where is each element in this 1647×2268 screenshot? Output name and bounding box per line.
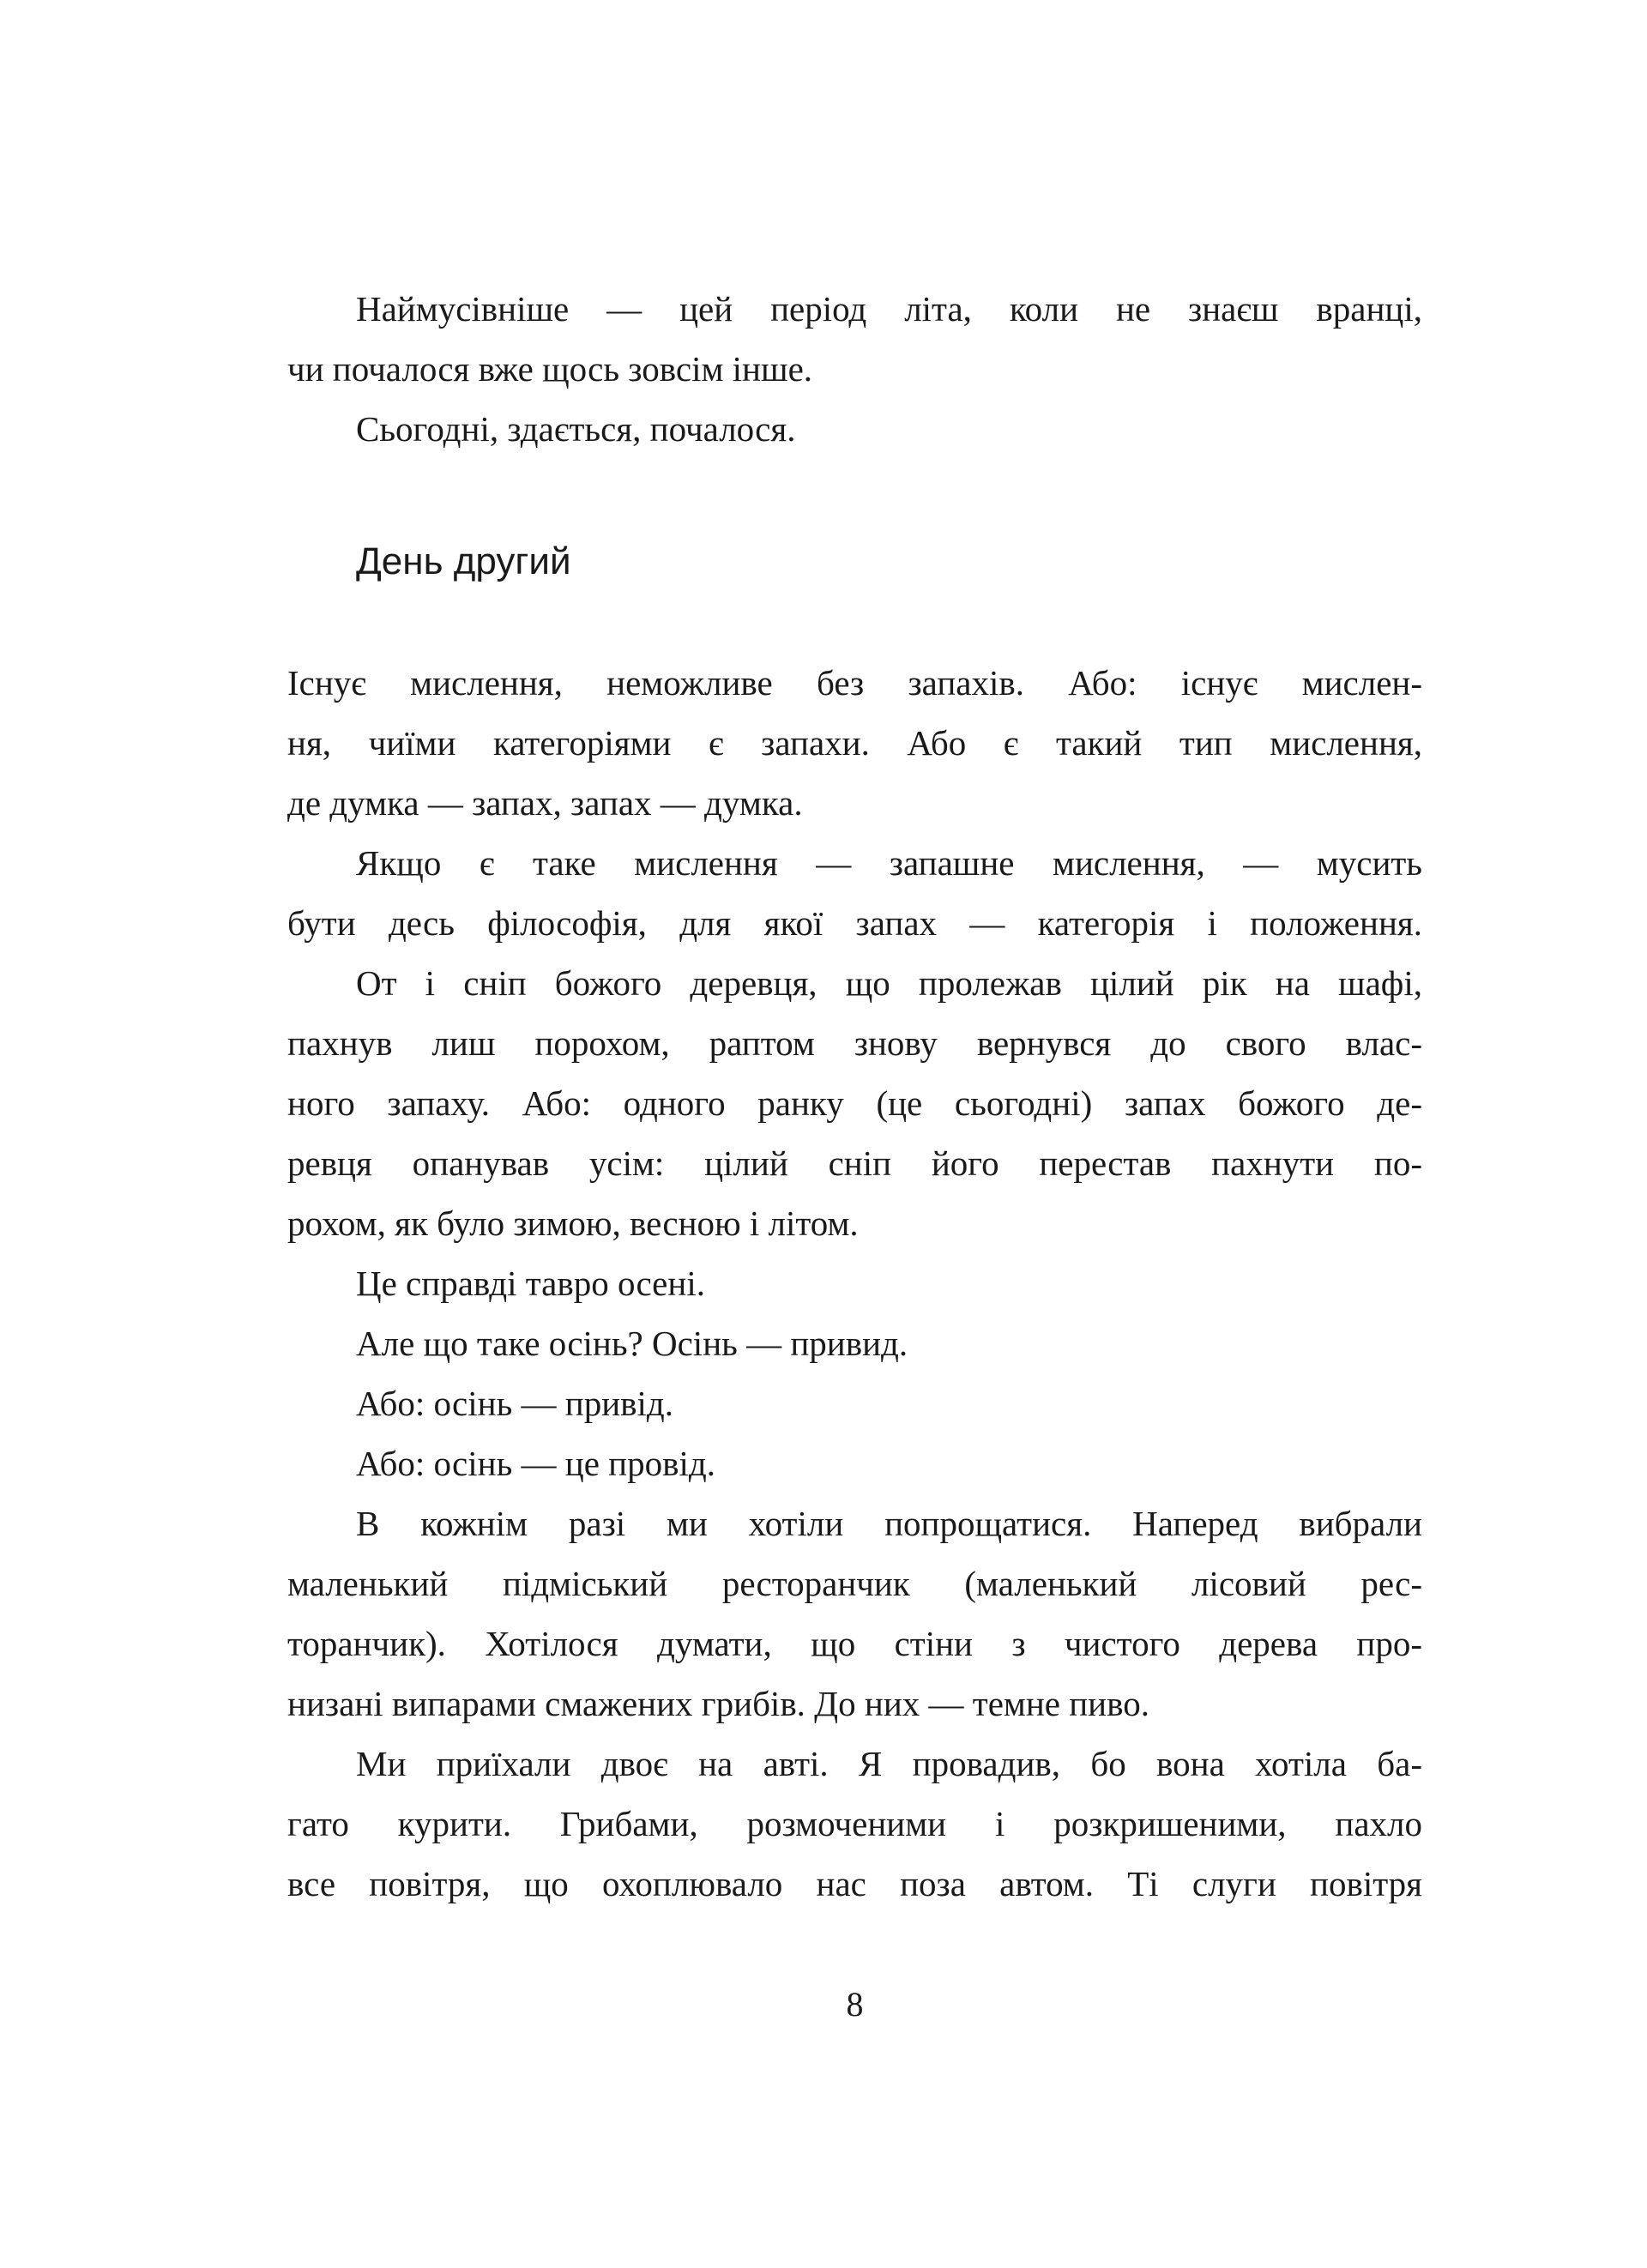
text-line: Сьогодні, здається, почалося. xyxy=(356,409,796,449)
text-line: де думка — запах, запах — думка. xyxy=(287,783,803,823)
text-line: В кожнім разі ми хотіли попрощатися. Наперед вибрали xyxy=(356,1504,1422,1543)
text-line: низані випарами смажених грибів. До них — темне пиво. xyxy=(287,1684,1149,1723)
text-line: Це справді тавро осені. xyxy=(356,1264,705,1303)
text-line: пахнув лиш порохом, раптом знову вернувся до свого влас- xyxy=(287,1023,1422,1063)
text-line: От і сніп божого деревця, що пролежав цілий рік на шафі, xyxy=(356,963,1422,1003)
text-line: Ми приїхали двоє на авті. Я провадив, бо вона хотіла ба- xyxy=(356,1744,1422,1783)
text-line: ревця опанував усім: цілий сніп його перестав пахнути по- xyxy=(287,1143,1422,1183)
text-line: Але що таке осінь? Осінь — привид. xyxy=(356,1324,908,1363)
text-line: все повітря, що охоплювало нас поза автом. Ті слуги повітря xyxy=(287,1864,1422,1903)
text-block-main xyxy=(287,653,1422,1914)
text-line: Якщо є таке мислення — запашне мислення, — мусить xyxy=(356,843,1422,883)
chapter-heading: День другий xyxy=(356,540,571,582)
text-line: Або: осінь — привід. xyxy=(356,1384,674,1423)
text-line: бути десь філософія, для якої запах — категорія і положення. xyxy=(287,903,1422,943)
text-line: Наймусівніше — цей період літа, коли не знаєш вранці, xyxy=(356,289,1422,329)
text-line: ного запаху. Або: одного ранку (це сьогодні) запах божого де- xyxy=(287,1083,1422,1123)
text-block-intro xyxy=(287,279,1422,459)
text-line: Існує мислення, неможливе без запахів. Або: існує мислен- xyxy=(287,663,1422,703)
text-line: чи почалося вже щось зовсім інше. xyxy=(287,349,813,389)
text-line: торанчик). Хотілося думати, що стіни з чистого дерева про- xyxy=(287,1624,1422,1663)
text-line: Або: осінь — це провід. xyxy=(356,1444,715,1483)
text-line: гато курити. Грибами, розмоченими і розкришеними, пахло xyxy=(287,1804,1422,1843)
page-number: 8 xyxy=(846,1985,864,2024)
text-line: маленький підміський ресторанчик (маленький лісовий рес- xyxy=(287,1564,1422,1603)
text-line: рохом, як було зимою, весною і літом. xyxy=(287,1203,859,1243)
text-line: ня, чиїми категоріями є запахи. Або є такий тип мислення, xyxy=(287,723,1422,763)
